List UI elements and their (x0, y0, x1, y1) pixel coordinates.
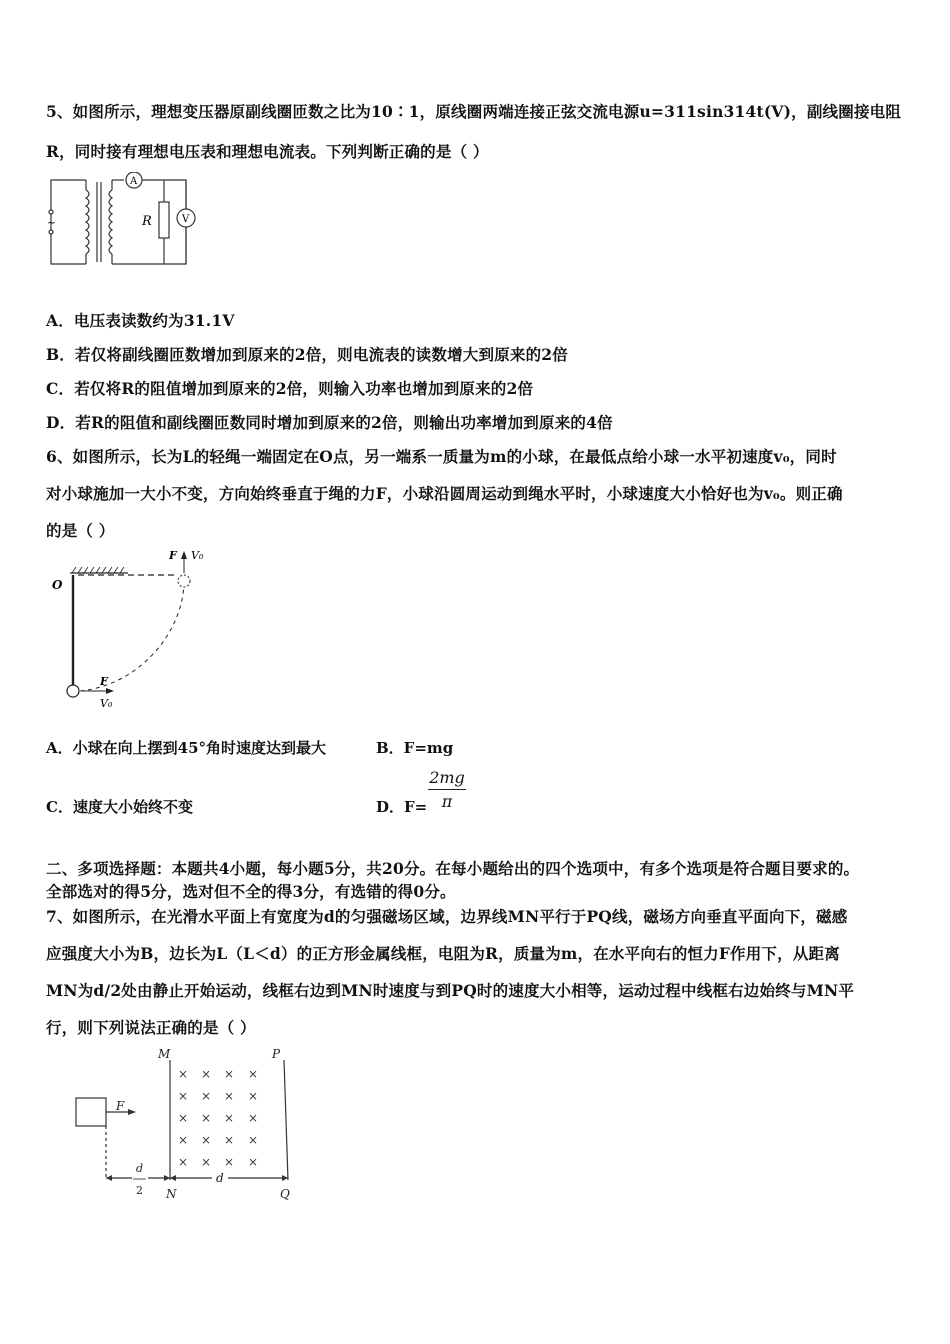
q5-circuit-figure (46, 172, 216, 272)
field-cross: × (178, 1111, 189, 1125)
fraction-denominator: π (441, 792, 453, 811)
label-width-d: d (216, 1171, 224, 1185)
q7-stem-line1: 7、如图所示，在光滑水平面上有宽度为d的匀强磁场区域，边界线MN平行于PQ线，磁场方向垂直平面向下，磁感 (46, 907, 848, 926)
section2-heading-line1: 二、多项选择题：本题共4小题，每小题5分，共20分。在每小题给出的四个选项中，有多个选项是符合题目要求的。 (46, 859, 860, 878)
q5-stem-line2: R，同时接有理想电压表和理想电流表。下列判断正确的是（ ） (46, 142, 489, 161)
field-cross: × (201, 1133, 212, 1147)
velocity-top-label: V₀ (191, 549, 204, 562)
field-cross: × (178, 1155, 189, 1169)
force-bottom-label: F (100, 675, 108, 688)
field-cross: × (248, 1089, 259, 1103)
field-cross: × (224, 1155, 235, 1169)
label-half-d-denominator: 2 (136, 1184, 143, 1197)
field-cross: × (178, 1089, 189, 1103)
label-p: P (272, 1047, 281, 1061)
source-label: ~ (47, 216, 57, 229)
q6-option-a: A．小球在向上摆到45°角时速度达到最大 (46, 739, 327, 757)
q6-option-b: B．F=mg (376, 739, 454, 757)
section2-heading-line2: 全部选对的得5分，选对但不全的得3分，有选错的得0分。 (46, 882, 456, 901)
field-cross: × (224, 1133, 235, 1147)
field-cross: × (248, 1133, 259, 1147)
field-cross: × (248, 1155, 259, 1169)
q7-magnetic-field-figure (60, 1042, 310, 1212)
label-n: N (166, 1187, 177, 1201)
voltmeter-label: V (182, 214, 190, 225)
pivot-label: O (52, 578, 63, 592)
q6-stem-line2: 对小球施加一大小不变，方向始终垂直于绳的力F，小球沿圆周运动到绳水平时，小球速度大小恰好也为v₀。则正确 (46, 484, 843, 503)
field-cross: × (178, 1067, 189, 1081)
field-cross: × (201, 1155, 212, 1169)
resistor-label: R (142, 214, 152, 229)
field-cross: × (201, 1067, 212, 1081)
label-force: F (116, 1099, 125, 1113)
label-q: Q (280, 1187, 290, 1201)
field-cross: × (224, 1111, 235, 1125)
q6-option-d-fraction (428, 768, 466, 811)
force-top-label: F (169, 549, 177, 562)
q5-option-d: D．若R的阻值和副线圈匝数同时增加到原来的2倍，则输出功率增加到原来的4倍 (46, 413, 613, 432)
q6-option-c: C．速度大小始终不变 (46, 798, 193, 816)
q6-stem-line1: 6、如图所示，长为L的轻绳一端固定在O点，另一端系一质量为m的小球，在最低点给小球一水平初速度v₀，同时 (46, 447, 837, 466)
label-half-d-numerator: d (136, 1162, 144, 1175)
q6-stem-line3: 的是（ ） (46, 521, 115, 540)
fraction-numerator: 2mg (429, 768, 465, 787)
q6-option-d: D．F= (376, 798, 428, 816)
field-cross: × (248, 1111, 259, 1125)
field-cross: × (201, 1111, 212, 1125)
field-cross: × (178, 1133, 189, 1147)
q6-pendulum-figure (46, 545, 226, 715)
label-m: M (158, 1047, 171, 1061)
field-cross: × (224, 1067, 235, 1081)
field-cross: × (248, 1067, 259, 1081)
q5-option-b: B．若仅将副线圈匝数增加到原来的2倍，则电流表的读数增大到原来的2倍 (46, 345, 568, 364)
q5-stem-line1: 5、如图所示，理想变压器原副线圈匝数之比为10∶1，原线圈两端连接正弦交流电源u=311sin314t(V)，副线圈接电阻 (46, 102, 902, 121)
q7-stem-line2: 应强度大小为B，边长为L（L＜d）的正方形金属线框，电阻为R，质量为m，在水平向右的恒力F作用下，从距离 (46, 944, 840, 963)
field-cross: × (224, 1089, 235, 1103)
velocity-bottom-label: V₀ (100, 697, 113, 710)
q5-option-c: C．若仅将R的阻值增加到原来的2倍，则输入功率也增加到原来的2倍 (46, 379, 534, 398)
ammeter-label: A (130, 176, 138, 187)
q7-stem-line4: 行，则下列说法正确的是（ ） (46, 1018, 256, 1037)
q7-stem-line3: MN为d/2处由静止开始运动，线框右边到MN时速度与到PQ时的速度大小相等，运动过程中线框右边始终与MN平 (46, 981, 855, 1000)
q5-option-a: A．电压表读数约为31.1V (46, 311, 235, 330)
field-cross: × (201, 1089, 212, 1103)
